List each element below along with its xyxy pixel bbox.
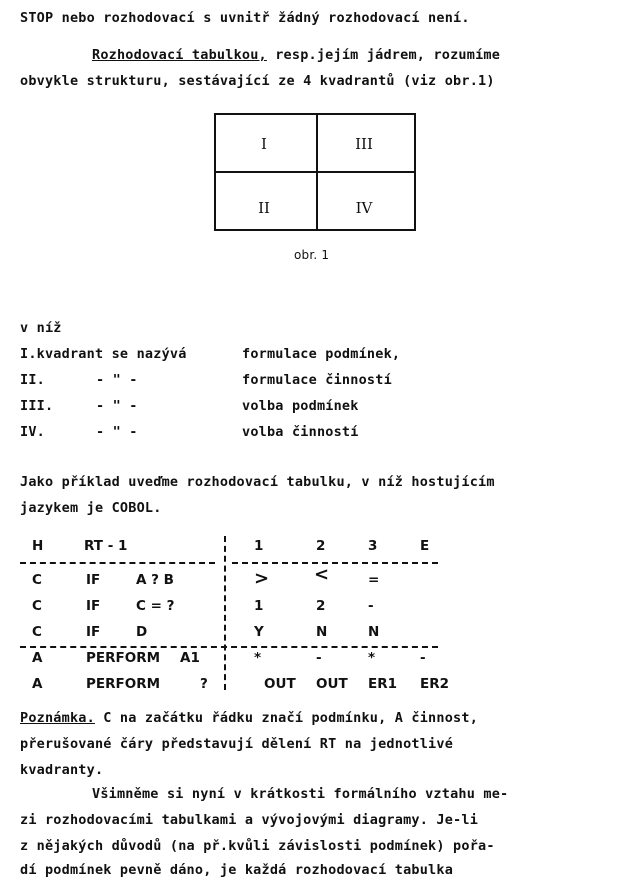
row-val: OUT	[316, 676, 348, 692]
row-cond: A1	[180, 650, 200, 666]
row-cond: C = ?	[136, 598, 175, 614]
row-val: Y	[254, 624, 264, 640]
table-header-h: H	[32, 538, 44, 554]
text-line	[92, 47, 500, 63]
text-line: Jako příklad uveďme rozhodovací tabulku, v níž hostujícím	[20, 474, 495, 490]
row-val: -	[316, 650, 322, 666]
row-val: N	[368, 624, 380, 640]
row-stmt: IF	[86, 572, 101, 588]
row-type: C	[32, 572, 42, 588]
row-val: -	[420, 650, 426, 666]
quadrant-list-text: volba podmínek	[242, 398, 359, 414]
row-stmt: PERFORM	[86, 676, 161, 692]
row-cond: ?	[200, 676, 208, 692]
text-line	[20, 710, 478, 726]
text-line: zi rozhodovacími tabulkami a vývojovými diagramy. Je-li	[20, 812, 479, 828]
row-val: ER1	[368, 676, 398, 692]
quadrant-label-iii: III	[355, 135, 373, 153]
text-fragment: resp.jejím jádrem, rozumíme	[266, 47, 501, 63]
ditto-mark: - " -	[96, 398, 138, 414]
row-val: OUT	[264, 676, 296, 692]
row-type: A	[32, 676, 43, 692]
row-val: =	[368, 572, 380, 588]
row-stmt: IF	[86, 598, 101, 614]
figure-caption: obr. 1	[294, 248, 330, 262]
quadrant-list-text: volba činností	[242, 424, 359, 440]
row-type: C	[32, 598, 42, 614]
row-val: 1	[254, 598, 264, 614]
quadrant-label-ii: II	[258, 199, 270, 217]
quadrant-label-i: I	[261, 135, 267, 153]
text-line: dí podmínek pevně dáno, je každá rozhodovací tabulka	[20, 862, 454, 878]
quadrant-list-text: formulace činností	[242, 372, 392, 388]
row-val: *	[368, 650, 376, 666]
quadrant-list-label: III.	[20, 398, 54, 414]
row-val: <	[314, 564, 330, 585]
quadrant-list-label: II.	[20, 372, 45, 388]
text-line: v níž	[20, 320, 62, 336]
row-type: A	[32, 650, 43, 666]
text-line: kvadranty.	[20, 762, 104, 778]
row-val: >	[254, 568, 270, 589]
text-line: přerušované čáry představují dělení RT na jednotlivé	[20, 736, 454, 752]
table-name: RT - 1	[84, 538, 128, 554]
row-val: *	[254, 650, 262, 666]
header-separator-right	[232, 562, 438, 564]
row-cond: A ? B	[136, 572, 174, 588]
column-header: E	[420, 538, 430, 554]
row-type: C	[32, 624, 42, 640]
row-val: ER2	[420, 676, 450, 692]
quadrant-list-text: formulace podmínek,	[242, 346, 401, 362]
text-fragment: C na začátku řádku značí podmínku, A činnost,	[94, 710, 479, 726]
row-cond: D	[136, 624, 148, 640]
row-val: N	[316, 624, 328, 640]
ditto-mark: - " -	[96, 372, 138, 388]
divider	[216, 171, 414, 173]
row-val: 2	[316, 598, 326, 614]
column-header: 1	[254, 538, 264, 554]
quadrant-list-label: IV.	[20, 424, 45, 440]
quadrant-list-label: I.kvadrant se nazývá	[20, 346, 187, 362]
note-label: Poznámka.	[20, 710, 95, 726]
underlined-term: Rozhodovací tabulkou,	[92, 47, 267, 63]
vertical-separator	[224, 536, 226, 690]
column-header: 3	[368, 538, 378, 554]
text-line: Všimněme si nyní v krátkosti formálního vztahu me-	[92, 786, 509, 802]
decision-table	[20, 534, 450, 694]
row-val: -	[368, 598, 374, 614]
column-header: 2	[316, 538, 326, 554]
header-separator-left	[20, 562, 215, 564]
text-line: obvykle strukturu, sestávající ze 4 kvadrantů (viz obr.1)	[20, 73, 495, 89]
row-stmt: IF	[86, 624, 101, 640]
text-line: jazykem je COBOL.	[20, 500, 162, 516]
quadrant-label-iv: IV	[355, 199, 373, 217]
condition-action-separator	[20, 646, 438, 648]
quadrant-figure	[214, 113, 416, 231]
text-line: STOP nebo rozhodovací s uvnitř žádný rozhodovací není.	[20, 10, 470, 26]
ditto-mark: - " -	[96, 424, 138, 440]
row-stmt: PERFORM	[86, 650, 161, 666]
text-line: z nějakých důvodů (na př.kvůli závislosti podmínek) pořa-	[20, 838, 495, 854]
